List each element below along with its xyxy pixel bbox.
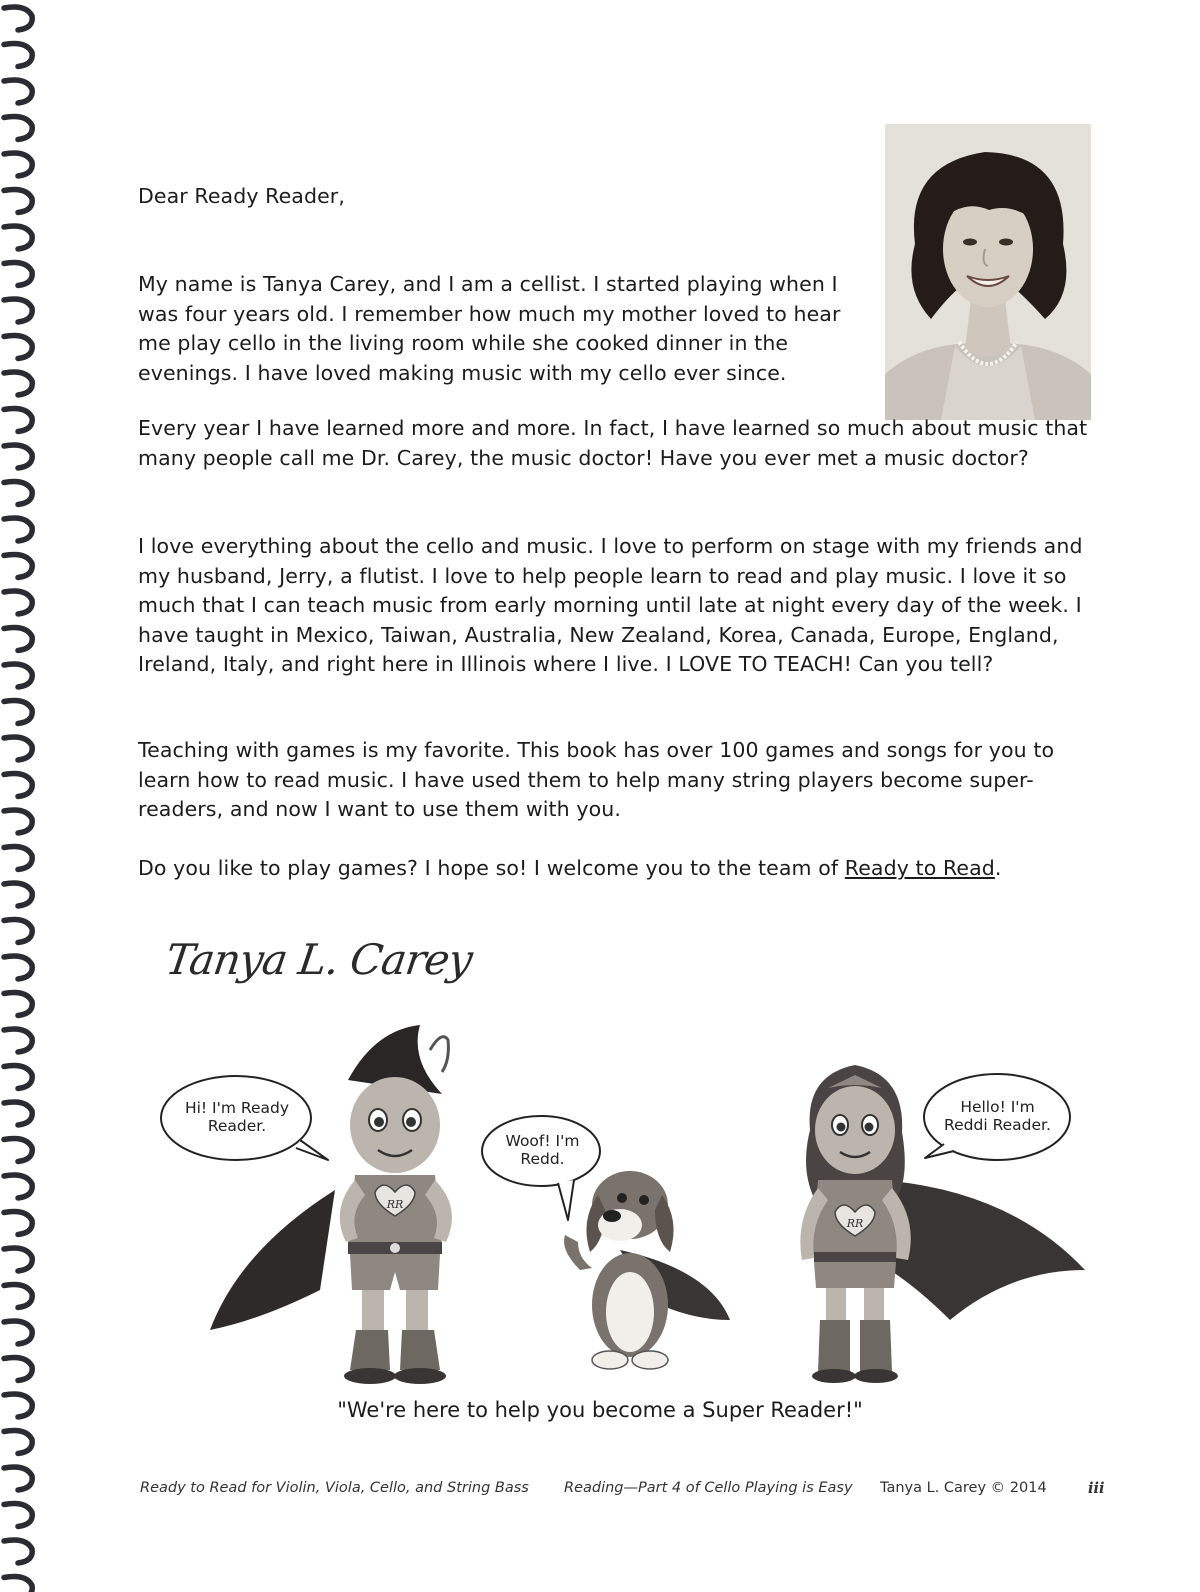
spiral-coil bbox=[4, 1102, 32, 1125]
bubble-text-redd: Woof! I'm Redd. bbox=[505, 1132, 580, 1168]
spiral-coil bbox=[4, 993, 32, 1016]
footer-series: Reading—Part 4 of Cello Playing is Easy bbox=[564, 1480, 853, 1496]
spiral-coil bbox=[4, 372, 32, 395]
spiral-coil bbox=[4, 518, 32, 541]
letter-paragraph-3: I love everything about the cello and music. I love to perform on stage with my friends and my husband, Jerry, a flutist. I love to help people learn to read and play music. I love it so much that I can teach music from early morning until late at night every day of the week. I have taught in Mexico, Taiwan, Australia, New Zealand, Korea, Canada, Europe, England, Ireland, Italy, and right here in Illinois where I live. I LOVE TO TEACH! Can you tell? bbox=[138, 534, 1083, 676]
redd-dog-character bbox=[564, 1171, 730, 1369]
reddi-shirt-logo: RR bbox=[846, 1217, 864, 1230]
spiral-coil bbox=[4, 1212, 32, 1235]
spiral-coil bbox=[4, 701, 32, 724]
spiral-coil bbox=[4, 883, 32, 906]
bubble-text-ready-reader: Hi! I'm Ready Reader. bbox=[184, 1099, 290, 1135]
spiral-coil bbox=[4, 1175, 32, 1198]
author-signature: Tanya L. Carey bbox=[162, 935, 475, 984]
spiral-coil bbox=[4, 810, 32, 833]
spiral-coil bbox=[4, 1321, 32, 1344]
spiral-coil bbox=[4, 1504, 32, 1527]
spiral-coil bbox=[4, 263, 32, 286]
letter-paragraph-5: Do you like to play games? I hope so! I welcome you to the team of Ready to Read. bbox=[138, 856, 1002, 880]
spiral-coil bbox=[4, 117, 32, 140]
spiral-coil bbox=[4, 482, 32, 505]
footer-book-title: Ready to Read for Violin, Viola, Cello, and String Bass bbox=[140, 1480, 529, 1496]
spiral-coil bbox=[4, 1467, 32, 1490]
spiral-coil bbox=[4, 1139, 32, 1162]
page-number: iii bbox=[1088, 1480, 1105, 1497]
ready-shirt-logo: RR bbox=[386, 1198, 404, 1211]
spiral-coil bbox=[4, 555, 32, 578]
spiral-coil bbox=[4, 1577, 32, 1592]
spiral-coil bbox=[4, 336, 32, 359]
spiral-coil bbox=[4, 774, 32, 797]
salutation: Dear Ready Reader, bbox=[138, 184, 345, 208]
spiral-coil bbox=[4, 591, 32, 614]
spiral-coil bbox=[4, 1248, 32, 1271]
mascot-illustration bbox=[150, 1020, 1110, 1400]
spiral-coil bbox=[4, 664, 32, 687]
spiral-coil bbox=[4, 445, 32, 468]
ready-to-read-title: Ready to Read bbox=[844, 856, 995, 880]
spiral-coil bbox=[4, 1285, 32, 1308]
spiral-coil bbox=[4, 44, 32, 67]
spiral-binding bbox=[0, 0, 48, 1592]
spiral-coil bbox=[4, 7, 32, 30]
tagline: "We're here to help you become a Super Reader!" bbox=[337, 1398, 863, 1422]
bubble-text-reddi-reader: Hello! I'm Reddi Reader. bbox=[944, 1098, 1051, 1134]
footer-author: Tanya L. Carey © 2014 bbox=[880, 1480, 1047, 1496]
spiral-coil bbox=[4, 299, 32, 322]
spiral-coil bbox=[4, 409, 32, 432]
letter-paragraph-2: Every year I have learned more and more. In fact, I have learned so much about music that many people call me Dr. Carey, the music doctor! Have you ever met a music doctor? bbox=[138, 416, 1088, 470]
spiral-coil bbox=[4, 1540, 32, 1563]
spiral-coil bbox=[4, 190, 32, 213]
spiral-coil bbox=[4, 80, 32, 103]
spiral-coil bbox=[4, 847, 32, 870]
spiral-coil bbox=[4, 1066, 32, 1089]
spiral-coil bbox=[4, 1431, 32, 1454]
spiral-coil bbox=[4, 628, 32, 651]
letter-paragraph-4: Teaching with games is my favorite. This book has over 100 games and songs for you to learn how to read music. I have used them to help many string players become super-readers, and now I want to use them with you. bbox=[138, 738, 1055, 821]
spiral-coil bbox=[4, 1029, 32, 1052]
spiral-coil bbox=[4, 956, 32, 979]
spiral-coil bbox=[4, 226, 32, 249]
spiral-coil bbox=[4, 1358, 32, 1381]
spiral-coil bbox=[4, 737, 32, 760]
spiral-coil bbox=[4, 920, 32, 943]
letter-paragraph-1: My name is Tanya Carey, and I am a cellist. I started playing when I was four years old. I remember how much my mother loved to hear me play cello in the living room while she cooked dinner in the evenings. I have loved making music with my cello ever since. bbox=[138, 272, 841, 385]
author-photo bbox=[885, 124, 1091, 420]
spiral-coil bbox=[4, 153, 32, 176]
